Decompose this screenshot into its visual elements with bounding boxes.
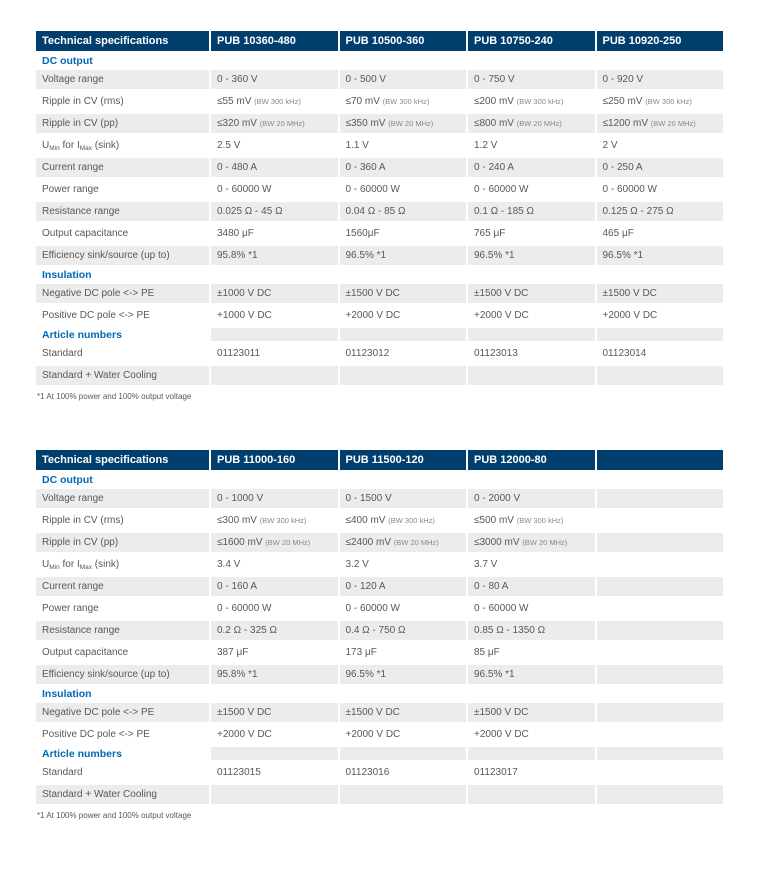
spec-label: Standard xyxy=(42,348,83,359)
spec-value xyxy=(597,763,724,782)
spec-value xyxy=(340,473,467,486)
spec-value: 01123015 xyxy=(217,767,261,778)
spec-value: 1560μF xyxy=(345,228,380,239)
spec-value: 0 - 60000 W xyxy=(217,184,272,195)
spec-value: ≤55 mV (BW 300 kHz) xyxy=(217,96,301,107)
spec-value: 465 μF xyxy=(602,228,634,239)
spec-value: ≤300 mV (BW 300 kHz) xyxy=(217,515,307,526)
spec-value: 387 μF xyxy=(217,647,249,658)
bandwidth-note: (BW 300 kHz) xyxy=(516,516,564,525)
spec-value: 96.5% *1 xyxy=(468,246,595,265)
spec-value: 3.4 V xyxy=(217,559,241,570)
spec-value xyxy=(597,555,724,574)
bandwidth-note: (BW 300 kHz) xyxy=(259,516,307,525)
model-column-header: PUB 12000-80 xyxy=(468,450,595,470)
spec-row xyxy=(36,92,723,111)
spec-value: ±1500 V DC xyxy=(211,703,338,722)
spec-value xyxy=(597,489,724,508)
spec-row xyxy=(36,785,723,804)
spec-value: ±1500 V DC xyxy=(468,284,595,303)
spec-value: ≤2400 mV (BW 20 MHz) xyxy=(340,533,467,552)
spec-value: 96.5% *1 xyxy=(340,246,467,265)
spec-label: Negative DC pole <-> PE xyxy=(36,703,209,722)
section-row xyxy=(36,687,723,700)
section-label: Article numbers xyxy=(42,747,122,760)
spec-label: Ripple in CV (pp) xyxy=(36,533,209,552)
bandwidth-note: (BW 20 MHz) xyxy=(393,538,439,547)
spec-value: 0 - 120 A xyxy=(340,577,467,596)
spec-row xyxy=(36,555,723,574)
spec-value xyxy=(340,328,467,341)
spec-row xyxy=(36,70,723,89)
spec-value: 01123012 xyxy=(345,348,390,359)
spec-value xyxy=(597,665,724,684)
spec-value: +1000 V DC xyxy=(217,310,272,321)
section-label: Insulation xyxy=(42,687,92,700)
spec-value: 0 - 360 A xyxy=(340,158,467,177)
spec-label: Standard xyxy=(42,767,83,778)
spec-value: 0 - 60000 W xyxy=(602,184,657,195)
spec-value: 0 - 60000 W xyxy=(217,603,272,614)
spec-label: Current range xyxy=(36,158,209,177)
bandwidth-note: (BW 20 MHz) xyxy=(388,119,434,128)
spec-value xyxy=(211,747,338,760)
spec-value: 0 - 160 A xyxy=(211,577,338,596)
spec-value: 01123014 xyxy=(602,348,647,359)
spec-value xyxy=(597,687,724,700)
spec-value: 95.8% *1 xyxy=(211,246,338,265)
table-header-row xyxy=(36,450,723,470)
spec-column-header: Technical specifications xyxy=(36,31,209,51)
bandwidth-note: (BW 20 MHz) xyxy=(259,119,305,128)
spec-label: Voltage range xyxy=(36,70,209,89)
section-row xyxy=(36,54,723,67)
spec-label: Current range xyxy=(36,577,209,596)
spec-value xyxy=(597,747,724,760)
spec-value xyxy=(211,54,338,67)
spec-row xyxy=(36,533,723,552)
section-label: Article numbers xyxy=(42,328,122,341)
spec-table-block-2 xyxy=(36,447,723,820)
section-row xyxy=(36,747,723,760)
spec-row xyxy=(36,621,723,640)
spec-value xyxy=(597,621,724,640)
spec-label: Ripple in CV (pp) xyxy=(36,114,209,133)
spec-row xyxy=(36,665,723,684)
spec-value: ±1500 V DC xyxy=(340,703,467,722)
spec-row xyxy=(36,703,723,722)
bandwidth-note: (BW 300 kHz) xyxy=(388,516,435,525)
spec-row xyxy=(36,725,723,744)
spec-label: Ripple in CV (rms) xyxy=(42,96,124,107)
spec-value: 0 - 240 A xyxy=(468,158,595,177)
model-column-header: PUB 10360-480 xyxy=(211,31,338,51)
spec-value: 01123013 xyxy=(474,348,518,359)
spec-label: Output capacitance xyxy=(42,228,129,239)
bandwidth-note: (BW 20 MHz) xyxy=(522,538,568,547)
spec-row xyxy=(36,180,723,199)
spec-value: 1.2 V xyxy=(474,140,498,151)
spec-value: 0.04 Ω - 85 Ω xyxy=(340,202,467,221)
spec-value xyxy=(468,473,595,486)
bandwidth-note: (BW 300 kHz) xyxy=(645,97,692,106)
spec-value: +2000 V DC xyxy=(217,729,272,740)
spec-value: 0.1 Ω - 185 Ω xyxy=(468,202,595,221)
spec-row xyxy=(36,599,723,618)
spec-label: Positive DC pole <-> PE xyxy=(42,310,150,321)
spec-value xyxy=(597,268,724,281)
spec-row xyxy=(36,306,723,325)
spec-row xyxy=(36,202,723,221)
spec-value xyxy=(211,268,338,281)
spec-value: ±1500 V DC xyxy=(597,284,724,303)
spec-value xyxy=(468,268,595,281)
spec-value: ≤1600 mV (BW 20 MHz) xyxy=(211,533,338,552)
table-header-row xyxy=(36,31,723,51)
spec-value: 3.7 V xyxy=(474,559,498,570)
spec-value xyxy=(211,366,338,385)
spec-value: 0.85 Ω - 1350 Ω xyxy=(468,621,595,640)
spec-value xyxy=(468,747,595,760)
spec-value: 3480 μF xyxy=(217,228,254,239)
spec-value: 95.8% *1 xyxy=(211,665,338,684)
spec-value: ≤200 mV (BW 300 kHz) xyxy=(474,96,564,107)
section-row xyxy=(36,473,723,486)
spec-value: 0 - 2000 V xyxy=(468,489,595,508)
spec-value: ≤320 mV (BW 20 MHz) xyxy=(211,114,338,133)
spec-label: Resistance range xyxy=(36,202,209,221)
spec-label: $U_{Min}$ for $I_{Max}$ (sink) xyxy=(42,140,120,152)
bandwidth-note: (BW 300 kHz) xyxy=(516,97,564,106)
bandwidth-note: (BW 20 MHz) xyxy=(265,538,311,547)
spec-row xyxy=(36,489,723,508)
spec-value: ±1000 V DC xyxy=(211,284,338,303)
spec-value: 2 V xyxy=(602,140,618,151)
section-label: DC output xyxy=(42,54,93,67)
model-column-header: PUB 11000-160 xyxy=(211,450,338,470)
spec-value: 0 - 60000 W xyxy=(474,184,529,195)
model-column-header: PUB 10500-360 xyxy=(340,31,467,51)
spec-value xyxy=(468,785,595,804)
spec-value: 0 - 750 V xyxy=(468,70,595,89)
spec-value xyxy=(340,747,467,760)
model-column-header: PUB 11500-120 xyxy=(340,450,467,470)
spec-row xyxy=(36,136,723,155)
spec-value: ≤350 mV (BW 20 MHz) xyxy=(340,114,467,133)
bandwidth-note: (BW 20 MHz) xyxy=(516,119,562,128)
section-label: DC output xyxy=(42,473,93,486)
spec-label: Output capacitance xyxy=(42,647,129,658)
spec-value: 01123011 xyxy=(217,348,261,359)
spec-value: ≤3000 mV (BW 20 MHz) xyxy=(468,533,595,552)
spec-value xyxy=(468,328,595,341)
spec-value: +2000 V DC xyxy=(602,310,658,321)
spec-value: +2000 V DC xyxy=(345,310,401,321)
spec-value: ≤250 mV (BW 300 kHz) xyxy=(602,96,692,107)
spec-value: 173 μF xyxy=(345,647,377,658)
spec-row xyxy=(36,643,723,662)
spec-row xyxy=(36,577,723,596)
bandwidth-note: (BW 300 kHz) xyxy=(254,97,301,106)
spec-value: ≤400 mV (BW 300 kHz) xyxy=(345,515,435,526)
spec-label: Efficiency sink/source (up to) xyxy=(36,246,209,265)
spec-value: +2000 V DC xyxy=(474,729,529,740)
spec-value: 0.125 Ω - 275 Ω xyxy=(597,202,724,221)
spec-value: ≤500 mV (BW 300 kHz) xyxy=(474,515,564,526)
model-column-header: PUB 10920-250 xyxy=(597,31,724,51)
spec-value xyxy=(211,473,338,486)
spec-row xyxy=(36,366,723,385)
section-row xyxy=(36,328,723,341)
spec-table-block-1 xyxy=(36,28,723,401)
spec-value xyxy=(597,725,724,744)
spec-value: 96.5% *1 xyxy=(597,246,724,265)
spec-value: 0.025 Ω - 45 Ω xyxy=(211,202,338,221)
spec-label: Positive DC pole <-> PE xyxy=(42,729,150,740)
spec-value: 96.5% *1 xyxy=(468,665,595,684)
spec-label: Standard + Water Cooling xyxy=(36,366,209,385)
spec-row xyxy=(36,246,723,265)
section-row xyxy=(36,268,723,281)
spec-value: 01123016 xyxy=(345,767,390,778)
spec-row xyxy=(36,511,723,530)
spec-value xyxy=(211,785,338,804)
spec-label: Ripple in CV (rms) xyxy=(42,515,124,526)
spec-value xyxy=(597,54,724,67)
spec-value xyxy=(211,328,338,341)
bandwidth-note: (BW 20 MHz) xyxy=(650,119,696,128)
spec-row xyxy=(36,763,723,782)
footnote-1: *1 At 100% power and 100% output voltage xyxy=(37,392,192,401)
spec-value xyxy=(597,703,724,722)
spec-value xyxy=(340,785,467,804)
spec-value: 96.5% *1 xyxy=(340,665,467,684)
spec-value: 0 - 80 A xyxy=(468,577,595,596)
spec-row xyxy=(36,158,723,177)
spec-value: 0 - 360 V xyxy=(211,70,338,89)
spec-value: 1.1 V xyxy=(345,140,369,151)
spec-value xyxy=(468,687,595,700)
spec-value xyxy=(597,473,724,486)
spec-value: 85 μF xyxy=(474,647,500,658)
spec-value xyxy=(597,533,724,552)
spec-value xyxy=(211,687,338,700)
spec-label: $U_{Min}$ for $I_{Max}$ (sink) xyxy=(42,559,120,571)
spec-value: ≤70 mV (BW 300 kHz) xyxy=(345,96,430,107)
spec-value xyxy=(597,599,724,618)
spec-row xyxy=(36,284,723,303)
spec-value xyxy=(597,643,724,662)
spec-value xyxy=(597,328,724,341)
spec-value: 0.4 Ω - 750 Ω xyxy=(340,621,467,640)
spec-value: 0 - 60000 W xyxy=(474,603,529,614)
technical-specifications-table-1 xyxy=(34,28,725,388)
spec-value: 0 - 250 A xyxy=(597,158,724,177)
technical-specifications-table-2 xyxy=(34,447,725,807)
spec-label: Efficiency sink/source (up to) xyxy=(36,665,209,684)
spec-value: ±1500 V DC xyxy=(340,284,467,303)
spec-value: 0.2 Ω - 325 Ω xyxy=(211,621,338,640)
spec-value: 3.2 V xyxy=(345,559,369,570)
spec-value: 2.5 V xyxy=(217,140,241,151)
spec-label: Power range xyxy=(42,184,99,195)
spec-value: +2000 V DC xyxy=(474,310,529,321)
spec-value xyxy=(340,366,467,385)
spec-value: 0 - 60000 W xyxy=(345,603,400,614)
spec-value: ≤800 mV (BW 20 MHz) xyxy=(468,114,595,133)
spec-value: +2000 V DC xyxy=(345,729,401,740)
spec-value: ≤1200 mV (BW 20 MHz) xyxy=(597,114,724,133)
spec-value xyxy=(597,577,724,596)
spec-value: 0 - 60000 W xyxy=(345,184,400,195)
spec-value xyxy=(340,54,467,67)
spec-label: Power range xyxy=(42,603,99,614)
bandwidth-note: (BW 300 kHz) xyxy=(382,97,430,106)
spec-value: 0 - 1000 V xyxy=(211,489,338,508)
spec-value xyxy=(597,511,724,530)
spec-value: ±1500 V DC xyxy=(468,703,595,722)
spec-value xyxy=(597,366,724,385)
model-column-header: PUB 10750-240 xyxy=(468,31,595,51)
spec-column-header: Technical specifications xyxy=(36,450,209,470)
footnote-2: *1 At 100% power and 100% output voltage xyxy=(37,811,192,820)
spec-label: Resistance range xyxy=(36,621,209,640)
spec-row xyxy=(36,114,723,133)
spec-value: 0 - 920 V xyxy=(597,70,724,89)
spec-value xyxy=(468,54,595,67)
spec-label: Negative DC pole <-> PE xyxy=(36,284,209,303)
section-label: Insulation xyxy=(42,268,92,281)
spec-value: 765 μF xyxy=(474,228,506,239)
spec-value xyxy=(340,687,467,700)
spec-value xyxy=(468,366,595,385)
spec-label: Voltage range xyxy=(36,489,209,508)
spec-row xyxy=(36,224,723,243)
spec-value xyxy=(597,785,724,804)
model-column-header xyxy=(597,450,724,470)
spec-label: Standard + Water Cooling xyxy=(36,785,209,804)
spec-value: 0 - 1500 V xyxy=(340,489,467,508)
spec-value xyxy=(340,268,467,281)
spec-value: 01123017 xyxy=(474,767,518,778)
spec-value: 0 - 480 A xyxy=(211,158,338,177)
spec-row xyxy=(36,344,723,363)
spec-value: 0 - 500 V xyxy=(340,70,467,89)
